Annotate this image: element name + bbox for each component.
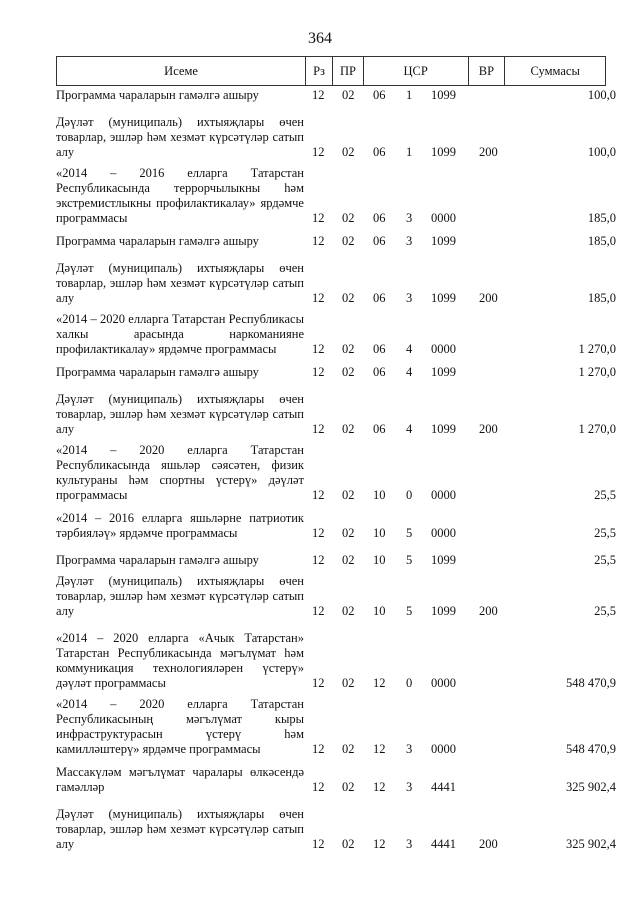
table-row <box>56 259 616 306</box>
cell-rz: 12 <box>312 291 325 305</box>
cell-sum: 185,0 <box>587 291 616 305</box>
row-name: Дәүләт (муниципаль) ихтыяҗлары өчен товарлар, эшләр һәм хезмәт күрсәтүләр сатып алу <box>56 574 304 618</box>
cell-vr: 200 <box>479 604 498 618</box>
cell-c3: 4441 <box>431 837 456 851</box>
cell-rz: 12 <box>312 422 325 436</box>
cell-sum: 25,5 <box>594 488 616 502</box>
cell-c2: 4 <box>406 342 413 356</box>
row-name: Программа чараларын гамәлгә ашыру <box>56 365 259 379</box>
row-name: Программа чараларын гамәлгә ашыру <box>56 234 259 248</box>
row-name: Дәүләт (муниципаль) ихтыяҗлары өчен товарлар, эшләр һәм хезмәт күрсәтүләр сатып алу <box>56 807 304 851</box>
cell-pr: 02 <box>342 604 355 618</box>
table-body <box>56 86 616 852</box>
cell-c3: 1099 <box>431 604 456 618</box>
row-name: «2014 – 2020 елларга «Ачык Татарстан» Татарстан Республикасында мәгълүмат һәм коммуникация технологияләрен үстерү» дәүләт программасы <box>56 631 304 690</box>
cell-c1: 12 <box>373 676 386 690</box>
header-name: Исеме <box>57 57 306 85</box>
cell-c2: 5 <box>406 526 413 540</box>
cell-c2: 5 <box>406 604 413 618</box>
row-name: Дәүләт (муниципаль) ихтыяҗлары өчен товарлар, эшләр һәм хезмәт күрсәтүләр сатып алу <box>56 392 304 436</box>
cell-c1: 10 <box>373 604 386 618</box>
header-rz: Рз <box>306 57 333 85</box>
cell-sum: 1 270,0 <box>578 422 616 436</box>
cell-rz: 12 <box>312 211 325 225</box>
row-name: «2014 – 2020 елларга Татарстан Республикасында яшьләр сәясәтен, физик культураны һәм спортны үстерү» дәүләт программасы <box>56 443 304 502</box>
cell-sum: 100,0 <box>587 88 616 102</box>
cell-sum: 185,0 <box>587 211 616 225</box>
table-row <box>56 763 616 795</box>
cell-c1: 10 <box>373 553 386 567</box>
cell-c2: 1 <box>406 145 413 159</box>
cell-rz: 12 <box>312 837 325 851</box>
cell-pr: 02 <box>342 145 355 159</box>
table-row <box>56 113 616 160</box>
cell-c2: 4 <box>406 422 413 436</box>
cell-rz: 12 <box>312 604 325 618</box>
table-row <box>56 86 616 103</box>
cell-c2: 3 <box>406 742 413 756</box>
cell-c3: 0000 <box>431 342 456 356</box>
row-name: «2014 – 2020 елларга Татарстан Республикасы халкы арасында наркоманияне профилактикалау» ярдәмче программасы <box>56 312 304 356</box>
table-row <box>56 805 616 852</box>
row-name: «2014 – 2016 елларга яшьләрне патриотик тәрбияләү» ярдәмче программасы <box>56 511 304 540</box>
cell-pr: 02 <box>342 742 355 756</box>
cell-sum: 185,0 <box>587 234 616 248</box>
cell-rz: 12 <box>312 145 325 159</box>
cell-c3: 1099 <box>431 422 456 436</box>
cell-c3: 0000 <box>431 488 456 502</box>
table-row <box>56 629 616 691</box>
cell-rz: 12 <box>312 676 325 690</box>
cell-pr: 02 <box>342 88 355 102</box>
cell-sum: 100,0 <box>587 145 616 159</box>
cell-c1: 10 <box>373 488 386 502</box>
table-row <box>56 551 616 568</box>
cell-c2: 3 <box>406 234 413 248</box>
cell-c1: 12 <box>373 742 386 756</box>
cell-c2: 3 <box>406 780 413 794</box>
table-row <box>56 363 616 380</box>
page-number: 364 <box>308 30 332 47</box>
row-name: Дәүләт (муниципаль) ихтыяҗлары өчен товарлар, эшләр һәм хезмәт күрсәтүләр сатып алу <box>56 261 304 305</box>
table-row <box>56 695 616 757</box>
cell-c3: 0000 <box>431 526 456 540</box>
cell-c1: 06 <box>373 365 386 379</box>
cell-c3: 1099 <box>431 365 456 379</box>
cell-c3: 0000 <box>431 742 456 756</box>
cell-c1: 06 <box>373 145 386 159</box>
cell-c3: 0000 <box>431 211 456 225</box>
cell-sum: 1 270,0 <box>578 342 616 356</box>
row-name: Программа чараларын гамәлгә ашыру <box>56 553 259 567</box>
table-row <box>56 509 616 541</box>
cell-sum: 325 902,4 <box>566 837 616 851</box>
header-sum: Суммасы <box>530 63 580 78</box>
cell-rz: 12 <box>312 342 325 356</box>
cell-c1: 10 <box>373 526 386 540</box>
cell-pr: 02 <box>342 211 355 225</box>
table-row <box>56 164 616 226</box>
cell-c3: 1099 <box>431 553 456 567</box>
cell-c3: 1099 <box>431 88 456 102</box>
cell-vr: 200 <box>479 837 498 851</box>
cell-sum: 1 270,0 <box>578 365 616 379</box>
cell-c2: 3 <box>406 211 413 225</box>
cell-pr: 02 <box>342 342 355 356</box>
cell-sum: 25,5 <box>594 553 616 567</box>
cell-rz: 12 <box>312 365 325 379</box>
cell-pr: 02 <box>342 291 355 305</box>
row-name: Программа чараларын гамәлгә ашыру <box>56 88 259 102</box>
cell-c3: 4441 <box>431 780 456 794</box>
cell-pr: 02 <box>342 488 355 502</box>
cell-pr: 02 <box>342 365 355 379</box>
cell-c1: 06 <box>373 342 386 356</box>
table-row <box>56 390 616 437</box>
cell-c1: 06 <box>373 422 386 436</box>
cell-c3: 0000 <box>431 676 456 690</box>
cell-rz: 12 <box>312 488 325 502</box>
row-name: Массакүләм мәгълүмат чаралары өлкәсендә гамәлләр <box>56 765 304 794</box>
cell-c2: 5 <box>406 553 413 567</box>
cell-rz: 12 <box>312 234 325 248</box>
cell-c1: 06 <box>373 291 386 305</box>
cell-c1: 06 <box>373 211 386 225</box>
cell-c2: 3 <box>406 837 413 851</box>
table-row <box>56 441 616 503</box>
cell-pr: 02 <box>342 234 355 248</box>
cell-c2: 0 <box>406 676 413 690</box>
table-row <box>56 572 616 619</box>
cell-c1: 06 <box>373 88 386 102</box>
cell-sum: 548 470,9 <box>566 742 616 756</box>
cell-rz: 12 <box>312 88 325 102</box>
cell-pr: 02 <box>342 422 355 436</box>
cell-c2: 4 <box>406 365 413 379</box>
table-header <box>56 56 606 86</box>
cell-c3: 1099 <box>431 145 456 159</box>
cell-c1: 12 <box>373 780 386 794</box>
cell-vr: 200 <box>479 422 498 436</box>
cell-c1: 06 <box>373 234 386 248</box>
cell-rz: 12 <box>312 553 325 567</box>
cell-sum: 25,5 <box>594 604 616 618</box>
cell-sum: 325 902,4 <box>566 780 616 794</box>
cell-sum: 25,5 <box>594 526 616 540</box>
cell-c3: 1099 <box>431 234 456 248</box>
cell-sum: 548 470,9 <box>566 676 616 690</box>
row-name: «2014 – 2020 елларга Татарстан Республикасының мәгълүмат кыры инфраструктурасын үстерү һәм камилләштерү» ярдәмче программасы <box>56 697 304 756</box>
cell-pr: 02 <box>342 837 355 851</box>
cell-c3: 1099 <box>431 291 456 305</box>
cell-rz: 12 <box>312 742 325 756</box>
cell-pr: 02 <box>342 780 355 794</box>
cell-c2: 0 <box>406 488 413 502</box>
cell-pr: 02 <box>342 553 355 567</box>
cell-pr: 02 <box>342 676 355 690</box>
table-row <box>56 310 616 357</box>
row-name: Дәүләт (муниципаль) ихтыяҗлары өчен товарлар, эшләр һәм хезмәт күрсәтүләр сатып алу <box>56 115 304 159</box>
row-name: «2014 – 2016 елларга Татарстан Республикасында террорчылыкны һәм экстремистлыкны профилактикалау» ярдәмче программасы <box>56 166 304 225</box>
cell-vr: 200 <box>479 291 498 305</box>
cell-vr: 200 <box>479 145 498 159</box>
cell-c1: 12 <box>373 837 386 851</box>
cell-c2: 1 <box>406 88 413 102</box>
header-csr: ЦСР <box>364 57 469 85</box>
cell-rz: 12 <box>312 526 325 540</box>
cell-c2: 3 <box>406 291 413 305</box>
cell-rz: 12 <box>312 780 325 794</box>
header-pr: ПР <box>333 57 364 85</box>
table-row <box>56 232 616 249</box>
header-vr: ВР <box>469 57 506 85</box>
cell-pr: 02 <box>342 526 355 540</box>
